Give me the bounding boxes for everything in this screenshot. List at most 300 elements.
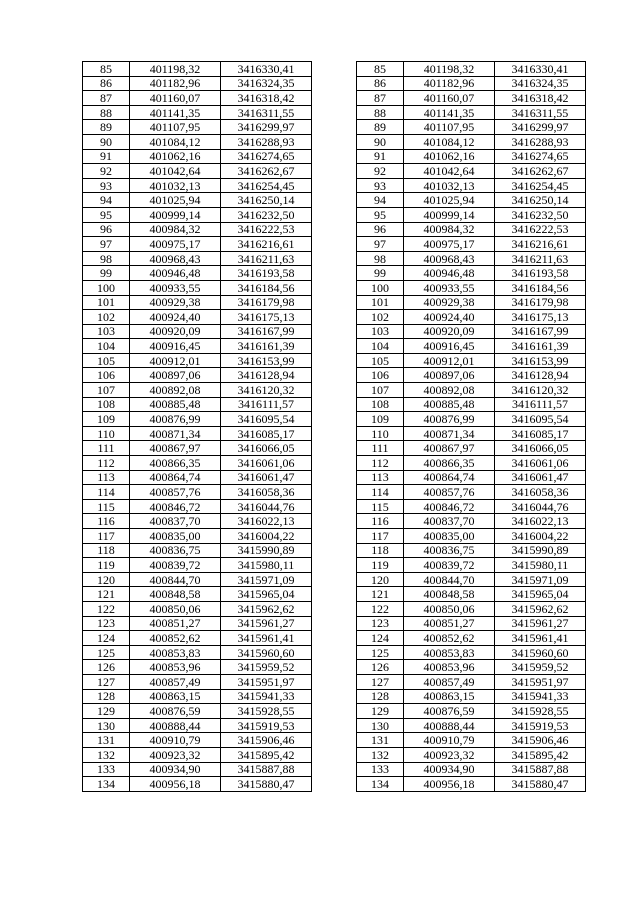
column-gap [312, 134, 357, 149]
column-gap [312, 280, 357, 295]
right-x-coordinate: 400876,59 [404, 704, 495, 719]
right-y-coordinate: 3416095,54 [495, 412, 586, 427]
right-point-number: 106 [357, 368, 404, 383]
right-y-coordinate: 3416111,57 [495, 397, 586, 412]
right-y-coordinate: 3416311,55 [495, 105, 586, 120]
table-row [83, 514, 586, 529]
column-gap [312, 266, 357, 281]
left-y-coordinate: 3416288,93 [221, 134, 312, 149]
left-x-coordinate: 400956,18 [130, 777, 221, 792]
right-x-coordinate: 400867,97 [404, 441, 495, 456]
column-gap [312, 718, 357, 733]
left-point-number: 96 [83, 222, 130, 237]
right-y-coordinate: 3416222,53 [495, 222, 586, 237]
right-point-number: 91 [357, 149, 404, 164]
table-row [83, 178, 586, 193]
right-x-coordinate: 400836,75 [404, 543, 495, 558]
right-point-number: 108 [357, 397, 404, 412]
right-y-coordinate: 3416175,13 [495, 310, 586, 325]
table-row [83, 368, 586, 383]
column-gap [312, 237, 357, 252]
left-point-number: 91 [83, 149, 130, 164]
right-point-number: 130 [357, 718, 404, 733]
left-x-coordinate: 400850,06 [130, 601, 221, 616]
table-row [83, 631, 586, 646]
left-x-coordinate: 400846,72 [130, 499, 221, 514]
table-row [83, 572, 586, 587]
right-point-number: 101 [357, 295, 404, 310]
right-point-number: 133 [357, 762, 404, 777]
table-row [83, 105, 586, 120]
right-y-coordinate: 3415906,46 [495, 733, 586, 748]
right-y-coordinate: 3415928,55 [495, 704, 586, 719]
right-point-number: 90 [357, 134, 404, 149]
right-x-coordinate: 400888,44 [404, 718, 495, 733]
column-gap [312, 295, 357, 310]
left-point-number: 94 [83, 193, 130, 208]
right-y-coordinate: 3416288,93 [495, 134, 586, 149]
table-row [83, 76, 586, 91]
right-y-coordinate: 3416330,41 [495, 62, 586, 77]
left-x-coordinate: 401062,16 [130, 149, 221, 164]
right-y-coordinate: 3416324,35 [495, 76, 586, 91]
left-point-number: 86 [83, 76, 130, 91]
right-point-number: 85 [357, 62, 404, 77]
right-x-coordinate: 400844,70 [404, 572, 495, 587]
left-x-coordinate: 400844,70 [130, 572, 221, 587]
right-x-coordinate: 400848,58 [404, 587, 495, 602]
right-y-coordinate: 3415959,52 [495, 660, 586, 675]
right-y-coordinate: 3415971,09 [495, 572, 586, 587]
right-y-coordinate: 3416211,63 [495, 251, 586, 266]
left-y-coordinate: 3416066,05 [221, 441, 312, 456]
column-gap [312, 529, 357, 544]
right-x-coordinate: 400864,74 [404, 470, 495, 485]
left-point-number: 131 [83, 733, 130, 748]
column-gap [312, 777, 357, 792]
left-x-coordinate: 400920,09 [130, 324, 221, 339]
right-y-coordinate: 3415961,41 [495, 631, 586, 646]
left-x-coordinate: 400933,55 [130, 280, 221, 295]
left-y-coordinate: 3415887,88 [221, 762, 312, 777]
left-point-number: 127 [83, 674, 130, 689]
table-row [83, 120, 586, 135]
left-y-coordinate: 3416254,45 [221, 178, 312, 193]
table-row [83, 193, 586, 208]
column-gap [312, 251, 357, 266]
right-point-number: 86 [357, 76, 404, 91]
right-point-number: 122 [357, 601, 404, 616]
right-point-number: 110 [357, 426, 404, 441]
left-y-coordinate: 3416250,14 [221, 193, 312, 208]
table-row [83, 601, 586, 616]
left-y-coordinate: 3415919,53 [221, 718, 312, 733]
left-point-number: 89 [83, 120, 130, 135]
left-x-coordinate: 400866,35 [130, 456, 221, 471]
table-row [83, 339, 586, 354]
left-x-coordinate: 400929,38 [130, 295, 221, 310]
column-gap [312, 339, 357, 354]
table-row [83, 733, 586, 748]
right-x-coordinate: 400923,32 [404, 747, 495, 762]
left-y-coordinate: 3416211,63 [221, 251, 312, 266]
right-x-coordinate: 401198,32 [404, 62, 495, 77]
left-point-number: 116 [83, 514, 130, 529]
table-row [83, 747, 586, 762]
column-gap [312, 62, 357, 77]
table-row [83, 237, 586, 252]
left-y-coordinate: 3416216,61 [221, 237, 312, 252]
left-x-coordinate: 400848,58 [130, 587, 221, 602]
left-x-coordinate: 400975,17 [130, 237, 221, 252]
right-x-coordinate: 400866,35 [404, 456, 495, 471]
left-x-coordinate: 400923,32 [130, 747, 221, 762]
table-row [83, 762, 586, 777]
left-x-coordinate: 400857,49 [130, 674, 221, 689]
left-x-coordinate: 400910,79 [130, 733, 221, 748]
left-y-coordinate: 3415971,09 [221, 572, 312, 587]
table-row [83, 529, 586, 544]
column-gap [312, 733, 357, 748]
left-point-number: 118 [83, 543, 130, 558]
table-row [83, 353, 586, 368]
left-point-number: 130 [83, 718, 130, 733]
right-point-number: 92 [357, 164, 404, 179]
right-x-coordinate: 400885,48 [404, 397, 495, 412]
left-y-coordinate: 3416128,94 [221, 368, 312, 383]
left-y-coordinate: 3415906,46 [221, 733, 312, 748]
left-x-coordinate: 401032,13 [130, 178, 221, 193]
column-gap [312, 193, 357, 208]
column-gap [312, 631, 357, 646]
column-gap [312, 412, 357, 427]
right-x-coordinate: 400876,99 [404, 412, 495, 427]
left-x-coordinate: 400867,97 [130, 441, 221, 456]
right-point-number: 94 [357, 193, 404, 208]
table-row [83, 470, 586, 485]
left-y-coordinate: 3416095,54 [221, 412, 312, 427]
left-y-coordinate: 3415895,42 [221, 747, 312, 762]
right-point-number: 89 [357, 120, 404, 135]
left-point-number: 123 [83, 616, 130, 631]
left-y-coordinate: 3416299,97 [221, 120, 312, 135]
left-x-coordinate: 400885,48 [130, 397, 221, 412]
table-row [83, 499, 586, 514]
left-y-coordinate: 3416058,36 [221, 485, 312, 500]
table-row [83, 222, 586, 237]
right-x-coordinate: 400933,55 [404, 280, 495, 295]
left-x-coordinate: 401141,35 [130, 105, 221, 120]
right-x-coordinate: 401084,12 [404, 134, 495, 149]
left-y-coordinate: 3416222,53 [221, 222, 312, 237]
left-point-number: 115 [83, 499, 130, 514]
left-x-coordinate: 400934,90 [130, 762, 221, 777]
right-point-number: 116 [357, 514, 404, 529]
right-y-coordinate: 3416193,58 [495, 266, 586, 281]
column-gap [312, 704, 357, 719]
left-y-coordinate: 3416274,65 [221, 149, 312, 164]
left-point-number: 121 [83, 587, 130, 602]
left-x-coordinate: 400999,14 [130, 207, 221, 222]
table-row [83, 295, 586, 310]
left-x-coordinate: 400863,15 [130, 689, 221, 704]
table-row [83, 660, 586, 675]
right-x-coordinate: 401107,95 [404, 120, 495, 135]
left-x-coordinate: 400984,32 [130, 222, 221, 237]
column-gap [312, 397, 357, 412]
right-x-coordinate: 401141,35 [404, 105, 495, 120]
column-gap [312, 572, 357, 587]
column-gap [312, 645, 357, 660]
left-x-coordinate: 400851,27 [130, 616, 221, 631]
right-y-coordinate: 3415960,60 [495, 645, 586, 660]
right-x-coordinate: 400946,48 [404, 266, 495, 281]
right-point-number: 120 [357, 572, 404, 587]
right-x-coordinate: 401062,16 [404, 149, 495, 164]
right-y-coordinate: 3416085,17 [495, 426, 586, 441]
right-x-coordinate: 400910,79 [404, 733, 495, 748]
column-gap [312, 660, 357, 675]
left-point-number: 132 [83, 747, 130, 762]
right-x-coordinate: 400920,09 [404, 324, 495, 339]
left-y-coordinate: 3416311,55 [221, 105, 312, 120]
right-point-number: 98 [357, 251, 404, 266]
right-x-coordinate: 400835,00 [404, 529, 495, 544]
left-x-coordinate: 400853,96 [130, 660, 221, 675]
left-point-number: 90 [83, 134, 130, 149]
right-y-coordinate: 3415961,27 [495, 616, 586, 631]
left-point-number: 106 [83, 368, 130, 383]
left-point-number: 134 [83, 777, 130, 792]
right-point-number: 97 [357, 237, 404, 252]
column-gap [312, 383, 357, 398]
left-point-number: 110 [83, 426, 130, 441]
table-row [83, 485, 586, 500]
right-point-number: 100 [357, 280, 404, 295]
right-y-coordinate: 3416058,36 [495, 485, 586, 500]
left-y-coordinate: 3416193,58 [221, 266, 312, 281]
right-x-coordinate: 400839,72 [404, 558, 495, 573]
left-point-number: 107 [83, 383, 130, 398]
left-y-coordinate: 3416153,99 [221, 353, 312, 368]
right-y-coordinate: 3416044,76 [495, 499, 586, 514]
left-y-coordinate: 3415961,41 [221, 631, 312, 646]
left-point-number: 119 [83, 558, 130, 573]
column-gap [312, 178, 357, 193]
right-x-coordinate: 401025,94 [404, 193, 495, 208]
left-y-coordinate: 3416111,57 [221, 397, 312, 412]
left-x-coordinate: 400839,72 [130, 558, 221, 573]
left-y-coordinate: 3416184,56 [221, 280, 312, 295]
right-x-coordinate: 400837,70 [404, 514, 495, 529]
table-row [83, 718, 586, 733]
right-y-coordinate: 3416004,22 [495, 529, 586, 544]
right-x-coordinate: 400999,14 [404, 207, 495, 222]
column-gap [312, 601, 357, 616]
left-x-coordinate: 401042,64 [130, 164, 221, 179]
left-y-coordinate: 3416044,76 [221, 499, 312, 514]
left-y-coordinate: 3416324,35 [221, 76, 312, 91]
right-y-coordinate: 3415980,11 [495, 558, 586, 573]
column-gap [312, 91, 357, 106]
left-y-coordinate: 3416120,32 [221, 383, 312, 398]
right-x-coordinate: 400975,17 [404, 237, 495, 252]
left-y-coordinate: 3416004,22 [221, 529, 312, 544]
right-x-coordinate: 400850,06 [404, 601, 495, 616]
left-x-coordinate: 400864,74 [130, 470, 221, 485]
right-y-coordinate: 3415895,42 [495, 747, 586, 762]
table-row [83, 149, 586, 164]
right-y-coordinate: 3416066,05 [495, 441, 586, 456]
column-gap [312, 616, 357, 631]
right-point-number: 103 [357, 324, 404, 339]
column-gap [312, 105, 357, 120]
left-y-coordinate: 3416175,13 [221, 310, 312, 325]
right-y-coordinate: 3416184,56 [495, 280, 586, 295]
left-point-number: 93 [83, 178, 130, 193]
column-gap [312, 164, 357, 179]
left-y-coordinate: 3415880,47 [221, 777, 312, 792]
left-point-number: 124 [83, 631, 130, 646]
right-y-coordinate: 3416167,99 [495, 324, 586, 339]
table-row [83, 441, 586, 456]
right-point-number: 124 [357, 631, 404, 646]
left-x-coordinate: 400836,75 [130, 543, 221, 558]
right-x-coordinate: 400863,15 [404, 689, 495, 704]
right-x-coordinate: 400897,06 [404, 368, 495, 383]
right-x-coordinate: 400857,49 [404, 674, 495, 689]
left-point-number: 125 [83, 645, 130, 660]
left-y-coordinate: 3416232,50 [221, 207, 312, 222]
right-x-coordinate: 400892,08 [404, 383, 495, 398]
column-gap [312, 310, 357, 325]
left-point-number: 114 [83, 485, 130, 500]
column-gap [312, 587, 357, 602]
right-y-coordinate: 3415919,53 [495, 718, 586, 733]
column-gap [312, 674, 357, 689]
table-row [83, 674, 586, 689]
right-y-coordinate: 3416254,45 [495, 178, 586, 193]
left-x-coordinate: 401025,94 [130, 193, 221, 208]
left-y-coordinate: 3415951,97 [221, 674, 312, 689]
column-gap [312, 456, 357, 471]
left-point-number: 117 [83, 529, 130, 544]
right-x-coordinate: 400851,27 [404, 616, 495, 631]
column-gap [312, 499, 357, 514]
left-y-coordinate: 3415928,55 [221, 704, 312, 719]
right-y-coordinate: 3416128,94 [495, 368, 586, 383]
right-y-coordinate: 3415965,04 [495, 587, 586, 602]
right-point-number: 102 [357, 310, 404, 325]
left-point-number: 100 [83, 280, 130, 295]
table-row [83, 616, 586, 631]
left-point-number: 133 [83, 762, 130, 777]
right-y-coordinate: 3416262,67 [495, 164, 586, 179]
left-x-coordinate: 401084,12 [130, 134, 221, 149]
column-gap [312, 353, 357, 368]
left-y-coordinate: 3415959,52 [221, 660, 312, 675]
left-point-number: 97 [83, 237, 130, 252]
left-x-coordinate: 400897,06 [130, 368, 221, 383]
right-y-coordinate: 3416274,65 [495, 149, 586, 164]
table-row [83, 266, 586, 281]
column-gap [312, 324, 357, 339]
table-row [83, 412, 586, 427]
left-y-coordinate: 3416061,06 [221, 456, 312, 471]
left-point-number: 95 [83, 207, 130, 222]
right-x-coordinate: 401160,07 [404, 91, 495, 106]
right-point-number: 87 [357, 91, 404, 106]
left-x-coordinate: 400946,48 [130, 266, 221, 281]
right-point-number: 131 [357, 733, 404, 748]
right-point-number: 114 [357, 485, 404, 500]
left-point-number: 92 [83, 164, 130, 179]
right-point-number: 88 [357, 105, 404, 120]
right-y-coordinate: 3415941,33 [495, 689, 586, 704]
right-x-coordinate: 400916,45 [404, 339, 495, 354]
column-gap [312, 762, 357, 777]
column-gap [312, 689, 357, 704]
left-x-coordinate: 400852,62 [130, 631, 221, 646]
left-x-coordinate: 400871,34 [130, 426, 221, 441]
table-row [83, 383, 586, 398]
left-y-coordinate: 3415960,60 [221, 645, 312, 660]
right-x-coordinate: 400857,76 [404, 485, 495, 500]
left-x-coordinate: 400968,43 [130, 251, 221, 266]
left-x-coordinate: 400892,08 [130, 383, 221, 398]
right-y-coordinate: 3416161,39 [495, 339, 586, 354]
left-y-coordinate: 3415961,27 [221, 616, 312, 631]
left-y-coordinate: 3416179,98 [221, 295, 312, 310]
left-y-coordinate: 3416330,41 [221, 62, 312, 77]
left-point-number: 122 [83, 601, 130, 616]
left-point-number: 111 [83, 441, 130, 456]
right-point-number: 134 [357, 777, 404, 792]
left-point-number: 87 [83, 91, 130, 106]
left-x-coordinate: 400888,44 [130, 718, 221, 733]
left-y-coordinate: 3415980,11 [221, 558, 312, 573]
table-row [83, 777, 586, 792]
left-x-coordinate: 401160,07 [130, 91, 221, 106]
right-y-coordinate: 3416318,42 [495, 91, 586, 106]
column-gap [312, 558, 357, 573]
left-point-number: 99 [83, 266, 130, 281]
right-point-number: 132 [357, 747, 404, 762]
right-point-number: 105 [357, 353, 404, 368]
table-row [83, 164, 586, 179]
right-x-coordinate: 400924,40 [404, 310, 495, 325]
right-x-coordinate: 401182,96 [404, 76, 495, 91]
right-point-number: 111 [357, 441, 404, 456]
right-point-number: 119 [357, 558, 404, 573]
table-row [83, 558, 586, 573]
right-point-number: 96 [357, 222, 404, 237]
coordinate-table-body [83, 62, 586, 792]
left-x-coordinate: 400835,00 [130, 529, 221, 544]
left-y-coordinate: 3415941,33 [221, 689, 312, 704]
right-y-coordinate: 3416250,14 [495, 193, 586, 208]
left-point-number: 88 [83, 105, 130, 120]
left-point-number: 113 [83, 470, 130, 485]
right-x-coordinate: 400934,90 [404, 762, 495, 777]
right-y-coordinate: 3416061,06 [495, 456, 586, 471]
column-gap [312, 485, 357, 500]
table-row [83, 426, 586, 441]
right-point-number: 104 [357, 339, 404, 354]
right-x-coordinate: 401032,13 [404, 178, 495, 193]
column-gap [312, 120, 357, 135]
table-row [83, 310, 586, 325]
